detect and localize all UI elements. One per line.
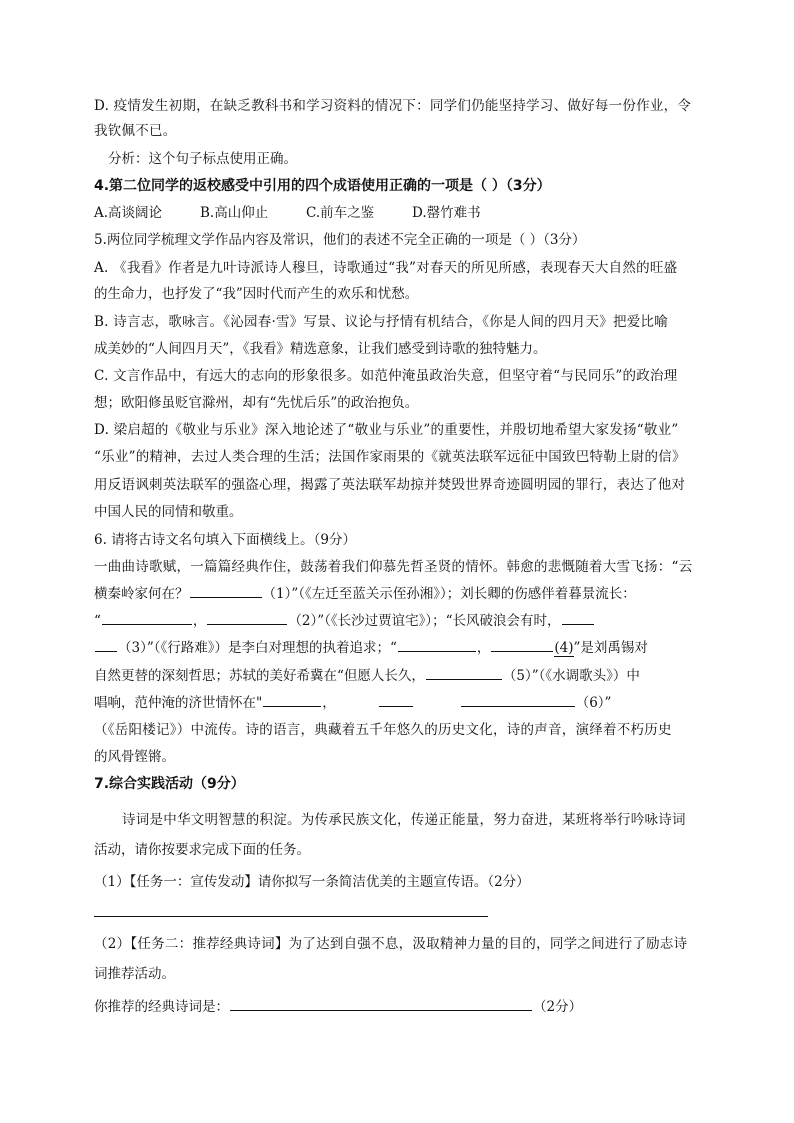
q7-task2-line3 [94, 997, 582, 1017]
q5-option-a-line1: A. 《我看》作者是九叶诗派诗人穆旦，诗歌通过“我”对春天的所见所感，表现春天大自然的旺盛 [94, 260, 678, 276]
fill-blank-5[interactable] [426, 666, 502, 680]
q7-task2-line2: 词推荐活动。 [94, 966, 175, 982]
q7-task2-line1: （2）【任务二：推荐经典诗词】为了达到自强不息，汲取精神力量的目的，同学之间进行了励志诗 [94, 936, 688, 952]
q6-text: （6）” [575, 695, 612, 711]
q7-text: 你推荐的经典诗词是： [94, 999, 229, 1015]
q7-intro-line1: 诗词是中华文明智慧的积淀。为传承民族文化，传递正能量，努力奋进，某班将举行吟咏诗词 [122, 812, 686, 828]
task2-answer-line[interactable] [230, 997, 532, 1011]
q6-text: “ [94, 613, 101, 629]
q6-text: ， [192, 613, 207, 629]
fill-blank-6a[interactable] [263, 693, 321, 707]
q6-text: 横秦岭家何在？ [94, 586, 189, 602]
q4-option-a: A.高谈阔论 [94, 205, 163, 221]
q5-option-c-line1: C. 文言作品中，有远大的志向的形象很多。如范仲淹虽政治失意，但坚守着“与民同乐”的政治理 [94, 368, 678, 384]
q6-line6 [94, 693, 611, 713]
q3-analysis: 分析：这个句子标点使用正确。 [108, 151, 297, 167]
fill-blank-4a[interactable] [398, 638, 476, 652]
q7-intro-line2: 活动，请你按要求完成下面的任务。 [94, 842, 310, 858]
fill-blank-3b[interactable] [95, 638, 117, 652]
q6-text: （1）”（《左迁至蓝关示侄孙湘》）；刘长卿的伤感伴着暮景流长： [262, 586, 636, 602]
q4-option-d: D.罄竹难书 [412, 205, 481, 221]
q6-line8: 的风骨铿锵。 [94, 749, 175, 765]
q7-task1: （1）【任务一：宣传发动】请你拟写一条简洁优美的主题宣传语。（2分） [94, 874, 530, 890]
q5-option-a-line2: 的生命力，也抒发了“我”因时代而产生的欢乐和忧愁。 [94, 286, 419, 302]
q6-stem: 6. 请将古诗文名句填入下面横线上。（9分） [94, 532, 357, 548]
q4-option-c: C.前车之鉴 [306, 205, 375, 221]
q6-line7: （《岳阳楼记》）中流传。诗的语言，典藏着五千年悠久的历史文化，诗的声音，演绎着不朽历史 [94, 722, 672, 738]
fill-blank-6c[interactable] [461, 693, 575, 707]
q6-line4 [94, 638, 648, 658]
q5-option-b-line2: 成美妙的“人间四月天”，《我看》精选意象，让我们感受到诗歌的独特魅力。 [94, 341, 547, 357]
fill-blank-2b[interactable] [207, 611, 287, 625]
q6-line2 [94, 584, 636, 604]
q6-text: （3）”（《行路难》）是李白对理想的执着追求；“ [118, 640, 397, 656]
q6-text: （2）”（《长沙过贾谊宅》）；“长风破浪会有时， [288, 613, 561, 629]
q7-stem: 7.综合实践活动（9分） [94, 776, 245, 792]
q6-text: 自然更替的深刻哲思；苏轼的美好希冀在“但愿人长久， [94, 668, 425, 684]
q6-text: ”是刘禹锡对 [573, 640, 648, 656]
q6-text: ， [476, 640, 491, 656]
q5-option-b-line1: B. 诗言志，歌咏言。《沁园春·雪》写景、议论与抒情有机结合，《你是人间的四月天》把爱比喻 [94, 314, 669, 330]
q3-option-d-line1: D. 疫情发生初期，在缺乏教科书和学习资料的情况下：同学们仍能坚持学习、做好每一份作业，令 [94, 98, 692, 114]
fill-blank-1[interactable] [190, 584, 262, 598]
q6-blank-number: (4) [554, 640, 574, 656]
q6-text: 唱响，范仲淹的济世情怀在" [94, 695, 263, 711]
q6-line1: 一曲曲诗歌赋，一篇篇经典作住，鼓荡着我们仰慕先哲圣贤的情怀。韩愈的悲慨随着大雪飞扬：“云 [94, 559, 693, 575]
q5-option-c-line2: 想；欧阳修虽贬官滁州，却有“先忧后乐”的政治抱负。 [94, 395, 419, 411]
fill-blank-6b[interactable] [379, 693, 413, 707]
q5-stem: 5.两位同学梳理文学作品内容及常识，他们的表述不完全正确的一项是（ ）（3分） [94, 232, 586, 248]
q6-text: （5）”（《水调歌头》）中 [502, 668, 640, 684]
q3-option-d-line2: 我钦佩不已。 [94, 123, 177, 139]
q5-option-d-line1: D. 梁启超的《敬业与乐业》深入地论述了“敬业与乐业”的重要性，并殷切地希望大家发扬“敬业” [94, 422, 679, 438]
q6-text: ， [322, 695, 336, 711]
q4-options [94, 203, 481, 223]
q4-option-b: B.高山仰止 [200, 205, 269, 221]
q5-option-d-line3: 用反语讽刺英法联军的强盗心理，揭露了英法联军劫掠并焚毁世界奇迹圆明园的罪行，表达了他对 [94, 477, 686, 493]
q6-line5 [94, 666, 640, 686]
q6-line3 [94, 611, 595, 631]
q5-option-d-line4: 中国人民的同情和敬重。 [94, 504, 243, 520]
fill-blank-2a[interactable] [102, 611, 192, 625]
fill-blank-3a[interactable] [562, 611, 594, 625]
q4-stem: 4.第二位同学的返校感受中引用的四个成语使用正确的一项是（ ）（3分） [94, 178, 551, 194]
q7-text: （2分） [533, 999, 583, 1015]
q5-option-d-line2: “乐业”的精神，去过人类合理的生活；法国作家雨果的《就英法联军远征中国致巴特勒上尉的信》 [94, 449, 686, 465]
fill-blank-4b[interactable] [491, 638, 553, 652]
task1-answer-line[interactable] [94, 916, 488, 917]
